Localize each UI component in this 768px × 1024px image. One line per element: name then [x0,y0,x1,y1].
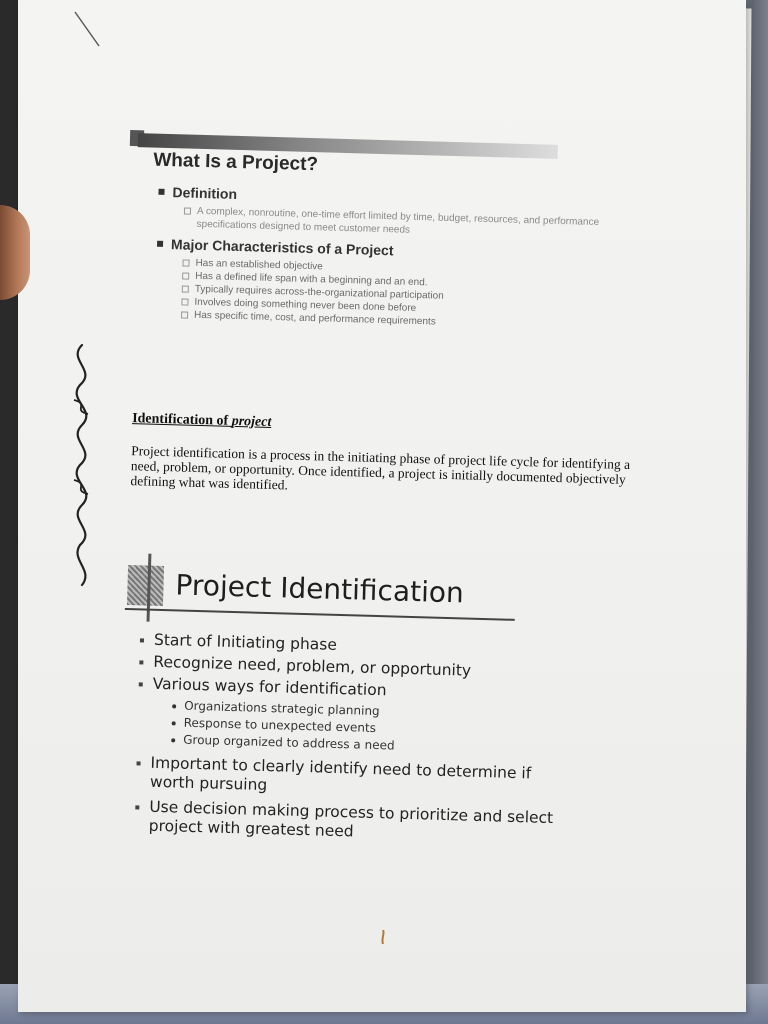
list-item [136,753,557,803]
sub-list-item-text: Group organized to address a need [183,732,395,753]
box-bullet-icon [184,207,191,214]
identification-paragraph: Project identification is a process in the initiating phase of project life cycle for identifying a need, problem, or opportunity. Once identified, a project is initially documented objectively defining what was identified. [130,443,631,493]
identification-heading-prefix: Identification of [131,411,232,429]
box-bullet-icon [182,272,189,279]
sub-list-item-text: Response to unexpected events [183,715,377,736]
slide2-title: Project Identification [175,568,465,610]
characteristics-label: Major Characteristics of a Project [170,236,394,259]
stain-mark [380,930,386,944]
definition-text: A complex, nonroutine, one-time effort limited by time, budget, resources, and performance specifications designed to meet customer needs [196,205,600,236]
list-item-text: Recognize need, problem, or opportunity [153,652,472,680]
characteristic-text: Involves doing something never been done before [194,296,417,314]
list-item-text: Various ways for identification [152,674,387,700]
bullet-icon [140,638,144,642]
characteristic-text: Has a defined life span with a beginning and an end. [195,270,428,289]
characteristic-text: Has an established objective [195,257,323,273]
bullet-icon [139,660,143,664]
handwritten-scribble [62,340,102,590]
printed-content [4,0,760,1022]
thumb [0,205,30,300]
dot-bullet-icon [172,704,176,708]
slide1-title: What Is a Project? [153,149,319,176]
square-bullet-icon [158,189,164,195]
bullet-icon [136,761,140,765]
bullet-icon [139,682,143,686]
slide2-title-rule [125,608,515,621]
identification-heading [132,411,272,431]
slide2-list [134,630,560,850]
dot-bullet-icon [171,738,175,742]
paper-sheet [18,0,746,1012]
dot-bullet-icon [172,721,176,725]
bullet-icon [135,805,139,809]
slide2-title-decoration [127,565,164,606]
list-item-text: Start of Initiating phase [153,630,338,654]
square-bullet-icon [157,241,163,247]
sub-list [171,697,558,759]
sub-list-item-text: Organizations strategic planning [183,698,380,719]
list-item [135,797,556,847]
box-bullet-icon [181,298,188,305]
box-bullet-icon [182,285,189,292]
slide1-list [155,184,659,335]
definition-label: Definition [172,184,238,202]
identification-heading-italic: project [231,413,272,430]
box-bullet-icon [181,311,188,318]
characteristic-text: Has specific time, cost, and performance requirements [193,309,436,328]
list-item-text: Use decision making process to prioritize and select project with greatest need [148,797,554,841]
list-item-text: Important to clearly identify need to determine if worth pursuing [149,753,532,795]
pen-mark [73,10,103,50]
characteristic-text: Typically requires across-the-organizational participation [194,283,444,302]
box-bullet-icon [182,259,189,266]
